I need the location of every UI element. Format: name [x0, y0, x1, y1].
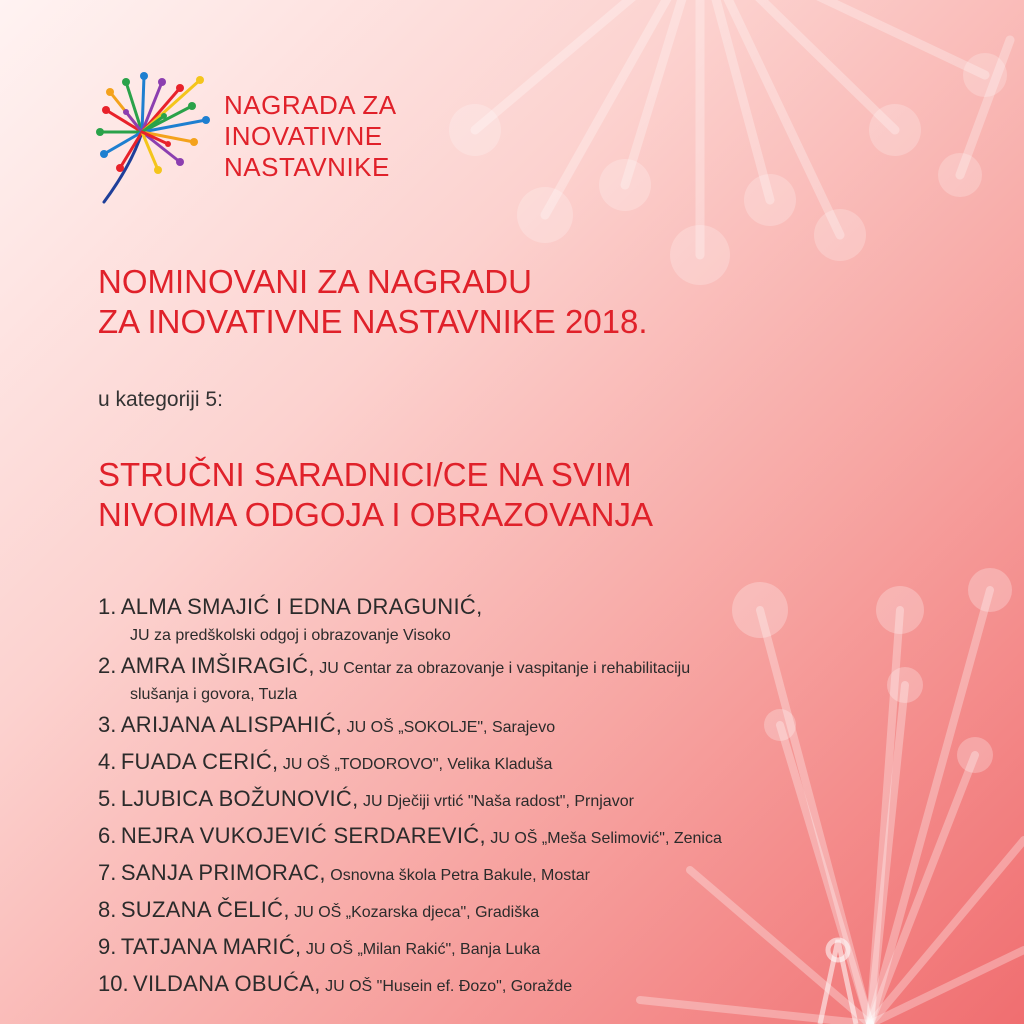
nominee-item: [98, 858, 998, 891]
nominee-institution: JU Centar za obrazovanje i vaspitanje i rehabilitaciju: [319, 660, 691, 677]
nominee-item: [98, 895, 998, 928]
nominee-item: [98, 821, 998, 854]
nominee-list: [98, 592, 998, 1006]
nominee-institution-cont: slušanja i govora, Tuzla: [130, 686, 298, 703]
nominee-item: [98, 969, 998, 1002]
nominee-name: VILDANA OBUĆA,: [133, 971, 321, 996]
nominee-name: SUZANA ČELIĆ,: [120, 897, 290, 922]
nominee-institution: JU OŠ „SOKOLJE", Sarajevo: [346, 719, 556, 736]
title-line-1: NOMINOVANI ZA NAGRADU: [98, 263, 532, 300]
nominee-institution: JU OŠ „Milan Rakić", Banja Luka: [305, 941, 541, 958]
nominee-number: 5.: [98, 786, 117, 811]
nominee-number: 8.: [98, 897, 117, 922]
logo: [96, 72, 397, 204]
nominee-name: FUADA CERIĆ,: [120, 749, 279, 774]
nominee-number: 6.: [98, 823, 117, 848]
nominee-item: [98, 651, 998, 706]
logo-text: [224, 90, 397, 183]
nominee-item: [98, 710, 998, 743]
category-line-1: STRUČNI SARADNICI/CE NA SVIM: [98, 456, 632, 493]
nominee-institution: JU Dječiji vrtić "Naša radost", Prnjavor: [362, 793, 634, 810]
nominee-institution: JU OŠ „Kozarska djeca", Gradiška: [294, 904, 540, 921]
nominee-item: [98, 592, 998, 647]
nominee-item: [98, 784, 998, 817]
nominee-number: 7.: [98, 860, 117, 885]
nominee-item: [98, 932, 998, 965]
nominee-number: 9.: [98, 934, 117, 959]
nominee-name: AMRA IMŠIRAGIĆ,: [120, 653, 315, 678]
nominee-name: LJUBICA BOŽUNOVIĆ,: [120, 786, 359, 811]
logo-line-3: NASTAVNIKE: [224, 152, 390, 182]
nominee-item: [98, 747, 998, 780]
category-subtitle: u kategoriji 5:: [98, 388, 223, 411]
nominee-name: SANJA PRIMORAC,: [120, 860, 326, 885]
category-line-2: NIVOIMA ODGOJA I OBRAZOVANJA: [98, 496, 653, 533]
logo-line-1: NAGRADA ZA: [224, 90, 397, 120]
nominee-institution: JU OŠ "Husein ef. Đozo", Goražde: [325, 978, 573, 995]
dandelion-logo-icon: [96, 72, 214, 204]
nominee-institution: JU za predškolski odgoj i obrazovanje Visoko: [130, 627, 451, 644]
nominee-name: NEJRA VUKOJEVIĆ SERDAREVIĆ,: [120, 823, 486, 848]
title-line-2: ZA INOVATIVNE NASTAVNIKE 2018.: [98, 303, 648, 340]
nominee-number: 4.: [98, 749, 117, 774]
nominee-institution: Osnovna škola Petra Bakule, Mostar: [330, 867, 590, 884]
nominee-name: ALMA SMAJIĆ I EDNA DRAGUNIĆ,: [120, 594, 483, 619]
nominee-number: 10.: [98, 971, 129, 996]
nominee-number: 1.: [98, 594, 117, 619]
nominee-number: 2.: [98, 653, 117, 678]
nominee-name: TATJANA MARIĆ,: [120, 934, 302, 959]
nominee-name: ARIJANA ALISPAHIĆ,: [120, 712, 343, 737]
nominee-institution: JU OŠ „Meša Selimović", Zenica: [490, 830, 722, 847]
logo-line-2: INOVATIVNE: [224, 121, 383, 151]
nominee-institution: JU OŠ „TODOROVO", Velika Kladuša: [282, 756, 553, 773]
nominee-number: 3.: [98, 712, 117, 737]
category-title: [98, 455, 653, 535]
page-title: [98, 262, 648, 342]
